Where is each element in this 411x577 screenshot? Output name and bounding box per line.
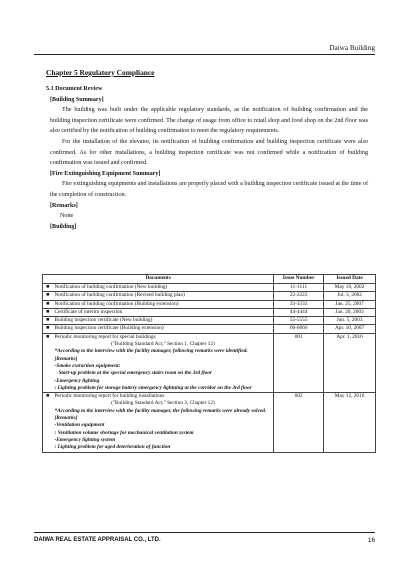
issue-number-cell: 22-2222 — [274, 292, 324, 300]
periodic2-note: *According to the interview with the facility manager, the following remarks were already solved. — [54, 407, 267, 414]
periodic2-item1: -Ventilation equipment — [54, 422, 105, 429]
issued-date-cell: Jul. 3, 2002 — [324, 292, 376, 300]
col-issue-number: Issue Number — [274, 275, 324, 284]
periodic-report-special — [52, 333, 273, 392]
issue-number-cell: 33-3333 — [274, 300, 324, 308]
periodic2-act: ("Building Standard Act," Section 3, Chapter 12) — [110, 400, 215, 407]
building-label: [Building] — [50, 223, 77, 230]
doc-cell: Notification of building confirmation (Revised building plan) — [52, 292, 273, 300]
issue-number-cell: 66-6666 — [274, 325, 324, 333]
col-documents: Documents — [43, 275, 274, 284]
fire-summary-heading: [Fire Extinguishing Equipment Summary] — [50, 170, 161, 177]
section-body — [46, 84, 368, 232]
chapter-title: Chapter 5 Regulatory Compliance — [46, 68, 155, 77]
issue-number-cell: 001 — [274, 333, 324, 392]
table-row — [43, 284, 376, 292]
issued-date-cell: May 12, 2016 — [324, 393, 376, 452]
issued-date-cell: Jun. 5, 2003 — [324, 317, 376, 325]
doc-cell: Notification of building confirmation (Building extension) — [52, 300, 273, 308]
periodic1-remarks: [Remarks] — [54, 355, 78, 362]
periodic2-remarks: [Remarks] — [54, 415, 78, 422]
periodic2-item1-detail: : Ventilation volume shortage for mechanical ventilation system — [54, 429, 194, 436]
periodic-report-installations — [52, 393, 273, 452]
bullet-icon: ■ — [43, 393, 53, 452]
periodic1-item2: -Emergency lighting — [54, 377, 100, 384]
building-summary-para1: The building was built under the applicable regulatory standards, as the notification of building confirmation and the building inspection certificate were confirmed. The change of usage from office to retail shop and food shop on the 2nd floor was also certified by the notification of building confirmation to meet the regulatory requirements. — [50, 107, 368, 135]
periodic2-title: Periodic monitoring report for building installations — [54, 393, 165, 400]
issue-number-cell: 55-5555 — [274, 317, 324, 325]
doc-cell: Building inspection certificate (New building) — [52, 317, 273, 325]
periodic2-item2-detail: : Lighting problem for aged deterioration of function — [54, 444, 171, 451]
page-number: 16 — [367, 537, 375, 544]
periodic2-item2: -Emergency lighting system — [54, 436, 116, 443]
header-rule — [34, 54, 375, 55]
table-row — [43, 308, 376, 316]
table-header-row — [43, 275, 376, 284]
bullet-icon: ■ — [43, 317, 53, 325]
header-company: Daiwa Building — [329, 44, 375, 52]
bullet-icon: ■ — [43, 292, 53, 300]
issued-date-cell: Apr. 1, 2016 — [324, 333, 376, 392]
table-row — [43, 325, 376, 333]
doc-cell: Building inspection certificate (Building extension) — [52, 325, 273, 333]
table-row — [43, 317, 376, 325]
issued-date-cell: May 10, 2002 — [324, 284, 376, 292]
periodic1-title: Periodic monitoring report for special buildings — [54, 333, 156, 340]
bullet-icon: ■ — [43, 333, 53, 392]
remarks-value: None — [60, 213, 74, 220]
periodic1-act: ("Building Standard Act," Section 1, Chapter 12) — [110, 341, 215, 348]
periodic1-item1: -Smoke extraction equipment: — [54, 362, 121, 369]
building-summary-heading: [Building Summary] — [50, 96, 104, 103]
doc-cell: Notification of building confirmation (New building) — [52, 284, 273, 292]
documents-table — [42, 274, 376, 453]
remarks-heading: [Remarks] — [50, 202, 78, 209]
issue-number-cell: 11-1111 — [274, 284, 324, 292]
issue-number-cell: 44-4444 — [274, 308, 324, 316]
section-title: 5.1 Document Review — [46, 86, 103, 92]
issued-date-cell: Apr. 10, 2007 — [324, 325, 376, 333]
building-summary-para2: For the installation of the elevator, its notification of building confirmation and building inspection certificate were also confirmed. As for other installations, a building inspection certificate was not confirmed while a notification of building confirmation was issued and confirmed. — [50, 138, 368, 167]
table-row — [43, 393, 376, 452]
doc-cell: Certificate of interim inspection — [52, 308, 273, 316]
table-row — [43, 292, 376, 300]
footer-company: DAIWA REAL ESTATE APPRAISAL CO., LTD. — [34, 537, 161, 543]
fire-summary-para: Fire extinguishing equipments and installations are properly placed with a building inspection certificate issued at the time of the completion of construction. — [50, 181, 368, 198]
bullet-icon: ■ — [43, 308, 53, 316]
col-issued-date: Issued Date — [324, 275, 376, 284]
bullet-icon: ■ — [43, 300, 53, 308]
table-row — [43, 333, 376, 392]
footer-rule — [34, 532, 375, 533]
issued-date-cell: Jan. 20, 2003 — [324, 308, 376, 316]
periodic1-note: *According to the interview with the facility manager, following remarks were identified. — [54, 348, 248, 355]
periodic1-item1-detail: Start-up problem at the special emergency stairs room on the 3rd floor — [58, 370, 212, 377]
bullet-icon: ■ — [43, 284, 53, 292]
periodic1-item2-detail: : Lighting problem for storage battery emergency lightning at the corridor on the 3rd floor — [54, 384, 252, 391]
issued-date-cell: Jan. 25, 2007 — [324, 300, 376, 308]
table-row — [43, 300, 376, 308]
bullet-icon: ■ — [43, 325, 53, 333]
issue-number-cell: 002 — [274, 393, 324, 452]
